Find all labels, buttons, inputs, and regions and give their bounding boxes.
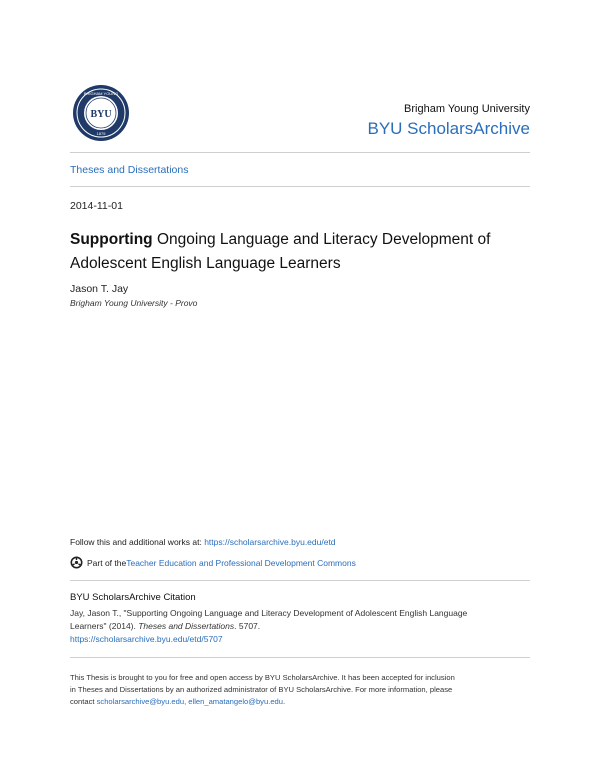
archive-name[interactable]: BYU ScholarsArchive (367, 119, 530, 138)
part-of-prefix: Part of the (87, 557, 127, 568)
footer-line2: in Theses and Dissertations by an authorized administrator of BYU ScholarsArchive. For more information, please (70, 685, 453, 694)
follow-line (70, 537, 336, 547)
collection-divider (70, 186, 530, 187)
citation-divider (70, 580, 530, 581)
citation-line2-post: . 5707. (234, 621, 261, 631)
citation-series: Theses and Dissertations (138, 621, 235, 631)
footer-contact-prefix: contact (70, 697, 97, 706)
title-line2: Adolescent English Language Learners (70, 255, 341, 272)
author-name: Jason T. Jay (70, 283, 129, 295)
seal-top-text: BRIGHAM YOUNG (83, 91, 119, 96)
footer-contact-suffix: . (283, 697, 286, 706)
part-of-line (70, 556, 356, 569)
publication-date: 2014-11-01 (70, 200, 123, 212)
citation-heading: BYU ScholarsArchive Citation (70, 592, 196, 603)
citation-line1: Jay, Jason T., "Supporting Ongoing Language and Literacy Development of Adolescent English Language (70, 608, 468, 618)
contact-emails[interactable]: scholarsarchive@byu.edu, ellen_amatangelo@byu.edu (96, 697, 283, 706)
citation-line2-pre: Learners" (2014). (70, 621, 139, 631)
title-line1-rest: Ongoing Language and Literacy Development of (152, 231, 491, 248)
citation-url[interactable]: https://scholarsarchive.byu.edu/etd/5707 (70, 634, 223, 644)
seal-year: 1875 (96, 131, 106, 136)
follow-link[interactable]: https://scholarsarchive.byu.edu/etd (204, 537, 336, 547)
byu-seal-logo (72, 84, 130, 142)
document-title (70, 228, 530, 276)
footer-notice (70, 672, 530, 708)
header-divider (70, 152, 530, 153)
follow-prefix: Follow this and additional works at: (70, 537, 205, 547)
institution-name: Brigham Young University (404, 103, 530, 115)
collection-link[interactable]: Theses and Dissertations (70, 164, 189, 176)
citation-body (70, 607, 530, 646)
title-first-word: Supporting (70, 231, 153, 248)
author-affiliation: Brigham Young University - Provo (70, 298, 198, 308)
share-icon (70, 556, 83, 569)
seal-center-text: BYU (90, 109, 112, 120)
footer-line1: This Thesis is brought to you for free and open access by BYU ScholarsArchive. It has been accepted for inclusion (70, 673, 455, 682)
footer-divider (70, 657, 530, 658)
commons-link[interactable]: Teacher Education and Professional Development Commons (126, 557, 356, 568)
